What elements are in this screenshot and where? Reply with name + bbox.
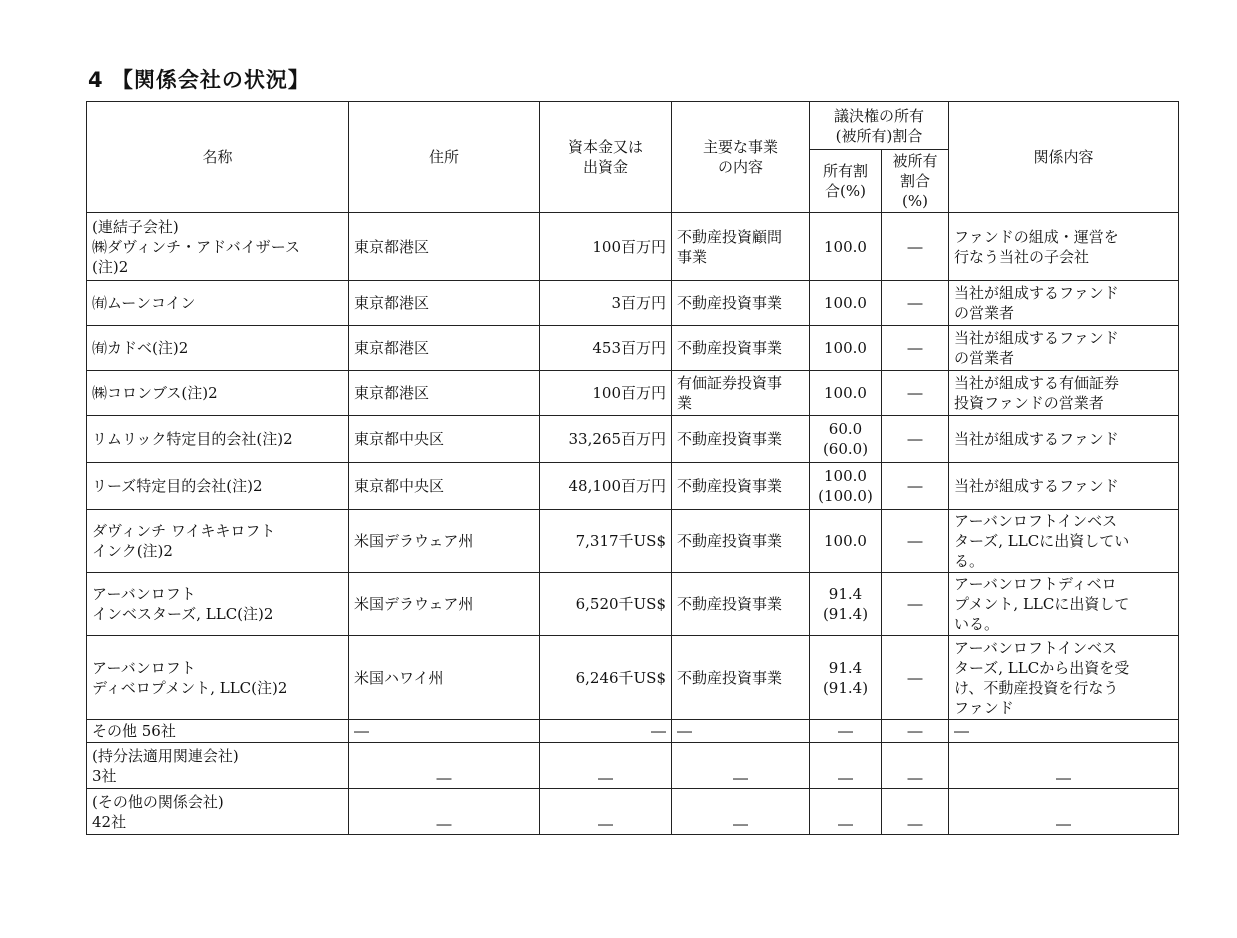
cell-owned-by: ― [882,743,949,789]
cell-owned-by: ― [882,416,949,463]
header-owned-by: 被所有 割合 (%) [882,150,949,213]
cell-owned: 91.4 (91.4) [810,636,882,720]
cell-name: (持分法適用関連会社) 3社 [87,743,349,789]
cell-address: ― [349,743,540,789]
cell-address: 米国デラウェア州 [349,510,540,573]
cell-business: 不動産投資事業 [672,510,810,573]
table-row [87,213,1179,281]
table-row [87,789,1179,835]
header-relation: 関係内容 [949,102,1179,213]
cell-owned: 60.0 (60.0) [810,416,882,463]
cell-name: アーバンロフト インベスターズ, LLC(注)2 [87,573,349,636]
section-title: 4 【関係会社の状況】 [88,68,310,92]
cell-owned: 100.0 [810,281,882,326]
cell-business: 不動産投資事業 [672,463,810,510]
cell-name: ダヴィンチ ワイキキロフト インク(注)2 [87,510,349,573]
cell-owned: 100.0 [810,213,882,281]
cell-name: リーズ特定目的会社(注)2 [87,463,349,510]
cell-business: ― [672,789,810,835]
cell-owned-by: ― [882,789,949,835]
table-row [87,281,1179,326]
cell-relation: アーバンロフトディベロ プメント, LLCに出資して いる。 [949,573,1179,636]
cell-relation: 当社が組成するファンド [949,463,1179,510]
cell-owned: ― [810,720,882,743]
cell-relation: ― [949,720,1179,743]
cell-capital: 6,520千US$ [540,573,672,636]
cell-name: リムリック特定目的会社(注)2 [87,416,349,463]
cell-address: 東京都港区 [349,213,540,281]
cell-name: (連結子会社) ㈱ダヴィンチ・アドバイザース (注)2 [87,213,349,281]
cell-address: 米国デラウェア州 [349,573,540,636]
cell-capital: 48,100百万円 [540,463,672,510]
cell-owned-by: ― [882,371,949,416]
cell-owned-by: ― [882,326,949,371]
cell-owned-by: ― [882,281,949,326]
cell-owned: 91.4 (91.4) [810,573,882,636]
cell-owned-by: ― [882,510,949,573]
cell-capital: 100百万円 [540,213,672,281]
header-name: 名称 [87,102,349,213]
cell-business: 不動産投資事業 [672,326,810,371]
cell-address: 東京都中央区 [349,463,540,510]
cell-owned: 100.0 [810,510,882,573]
cell-owned: ― [810,789,882,835]
cell-business: 不動産投資顧問 事業 [672,213,810,281]
cell-name: アーバンロフト ディベロプメント, LLC(注)2 [87,636,349,720]
cell-relation: ファンドの組成・運営を 行なう当社の子会社 [949,213,1179,281]
cell-address: 東京都港区 [349,326,540,371]
cell-capital: ― [540,789,672,835]
cell-capital: 453百万円 [540,326,672,371]
table-row [87,720,1179,743]
table-row [87,326,1179,371]
cell-address: 米国ハワイ州 [349,636,540,720]
cell-relation: アーバンロフトインベス ターズ, LLCに出資してい る。 [949,510,1179,573]
cell-name: ㈲ムーンコイン [87,281,349,326]
table-row [87,743,1179,789]
cell-name: その他 56社 [87,720,349,743]
table-row [87,416,1179,463]
header-voting: 議決権の所有 (被所有)割合 [810,102,949,150]
cell-relation: 当社が組成するファンド の営業者 [949,281,1179,326]
table-row [87,510,1179,573]
cell-owned: 100.0 (100.0) [810,463,882,510]
cell-capital: 6,246千US$ [540,636,672,720]
cell-capital: 3百万円 [540,281,672,326]
cell-owned: 100.0 [810,371,882,416]
cell-owned-by: ― [882,213,949,281]
header-address: 住所 [349,102,540,213]
cell-owned-by: ― [882,573,949,636]
cell-address: 東京都港区 [349,281,540,326]
cell-owned-by: ― [882,720,949,743]
cell-owned-by: ― [882,636,949,720]
table-row [87,371,1179,416]
cell-name: (その他の関係会社) 42社 [87,789,349,835]
cell-business: 不動産投資事業 [672,416,810,463]
cell-owned: 100.0 [810,326,882,371]
affiliates-table [86,101,1179,835]
table-row [87,573,1179,636]
cell-relation: 当社が組成する有価証券 投資ファンドの営業者 [949,371,1179,416]
cell-relation: ― [949,789,1179,835]
cell-address: ― [349,720,540,743]
cell-capital: 33,265百万円 [540,416,672,463]
header-business: 主要な事業 の内容 [672,102,810,213]
cell-business: 有価証券投資事 業 [672,371,810,416]
cell-business: 不動産投資事業 [672,573,810,636]
cell-capital: ― [540,743,672,789]
cell-business: 不動産投資事業 [672,636,810,720]
cell-address: 東京都中央区 [349,416,540,463]
cell-relation: 当社が組成するファンド [949,416,1179,463]
cell-relation: アーバンロフトインベス ターズ, LLCから出資を受 け、不動産投資を行なう ファンド [949,636,1179,720]
cell-business: ― [672,720,810,743]
cell-name: ㈲カドベ(注)2 [87,326,349,371]
cell-relation: 当社が組成するファンド の営業者 [949,326,1179,371]
cell-capital: ― [540,720,672,743]
cell-owned: ― [810,743,882,789]
cell-address: ― [349,789,540,835]
table-row [87,463,1179,510]
cell-owned-by: ― [882,463,949,510]
cell-capital: 7,317千US$ [540,510,672,573]
table-row [87,636,1179,720]
cell-business: ― [672,743,810,789]
header-capital: 資本金又は 出資金 [540,102,672,213]
cell-business: 不動産投資事業 [672,281,810,326]
header-row [87,102,1179,150]
cell-capital: 100百万円 [540,371,672,416]
cell-address: 東京都港区 [349,371,540,416]
header-owned: 所有割 合(%) [810,150,882,213]
cell-relation: ― [949,743,1179,789]
cell-name: ㈱コロンブス(注)2 [87,371,349,416]
